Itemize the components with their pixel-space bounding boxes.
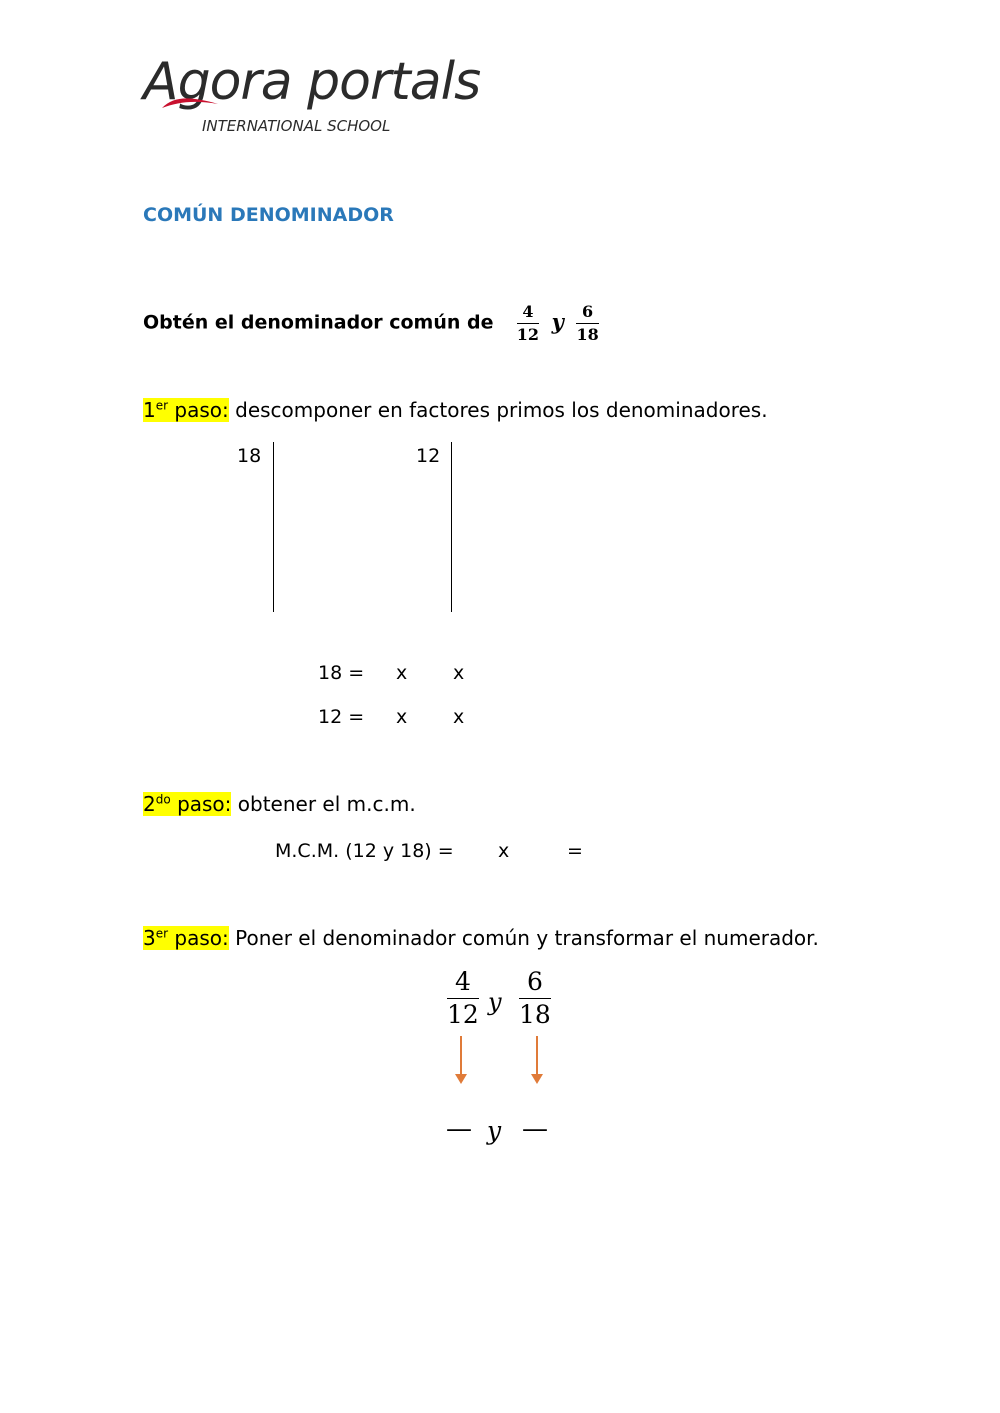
worksheet-title: COMÚN DENOMINADOR: [143, 204, 394, 226]
factorization-x: x: [453, 662, 465, 684]
prompt-text: Obtén el denominador común de: [143, 311, 494, 334]
lcm-formula-lhs: M.C.M. (12 y 18) =: [275, 840, 454, 862]
step-3-conjunction: y: [488, 988, 502, 1016]
blank-fraction-1: —: [446, 1114, 472, 1144]
down-arrow-icon: [450, 1034, 474, 1086]
exercise-prompt: [143, 303, 599, 343]
step-3-text: Poner el denominador común y transformar el numerador.: [228, 926, 819, 950]
lcm-formula-equals: =: [567, 840, 583, 862]
factor-right-number: 12: [416, 445, 441, 467]
fraction-numerator: 6: [582, 302, 594, 321]
factor-divider-left: [273, 442, 274, 612]
prompt-fraction-2: [576, 303, 598, 343]
step-2-label: $2^{do}$ paso:: [143, 792, 232, 816]
step-2-line: [143, 792, 416, 816]
step-3-fraction-1: [447, 968, 479, 1029]
step-1-line: [143, 398, 768, 422]
factorization-x: x: [453, 706, 465, 728]
factorization-eq-18: 18 =: [318, 662, 365, 684]
blank-conjunction: y: [487, 1116, 502, 1145]
fraction-numerator: 4: [454, 967, 471, 996]
factorization-x: x: [396, 706, 408, 728]
fraction-denominator: 18: [576, 324, 599, 344]
school-logo-name: Agora portals: [143, 52, 481, 112]
step-3-fraction-2: [519, 968, 551, 1029]
school-logo-subtitle: INTERNATIONAL SCHOOL: [202, 117, 391, 135]
lcm-formula-x: x: [498, 840, 510, 862]
factorization-eq-12: 12 =: [318, 706, 365, 728]
fraction-denominator: 12: [447, 1000, 479, 1029]
step-1-text: descomponer en factores primos los denominadores.: [228, 398, 768, 422]
step-3-line: [143, 926, 819, 950]
prompt-conjunction: y: [551, 308, 564, 334]
step-3-label: 3er paso:: [143, 926, 229, 950]
step-1-label: 1er paso:: [143, 398, 229, 422]
down-arrow-icon: [526, 1034, 550, 1086]
logo-swoosh-icon: [160, 92, 220, 112]
fraction-numerator: 6: [526, 967, 543, 996]
factor-left-number: 18: [237, 445, 262, 467]
fraction-numerator: 4: [522, 302, 534, 321]
step-2-text: obtener el m.c.m.: [231, 792, 416, 816]
fraction-denominator: 12: [516, 324, 540, 344]
blank-fraction-2: —: [522, 1114, 548, 1144]
factor-divider-right: [451, 442, 452, 612]
prompt-fraction-1: [517, 303, 539, 343]
factorization-x: x: [396, 662, 408, 684]
fraction-denominator: 18: [519, 1000, 551, 1029]
